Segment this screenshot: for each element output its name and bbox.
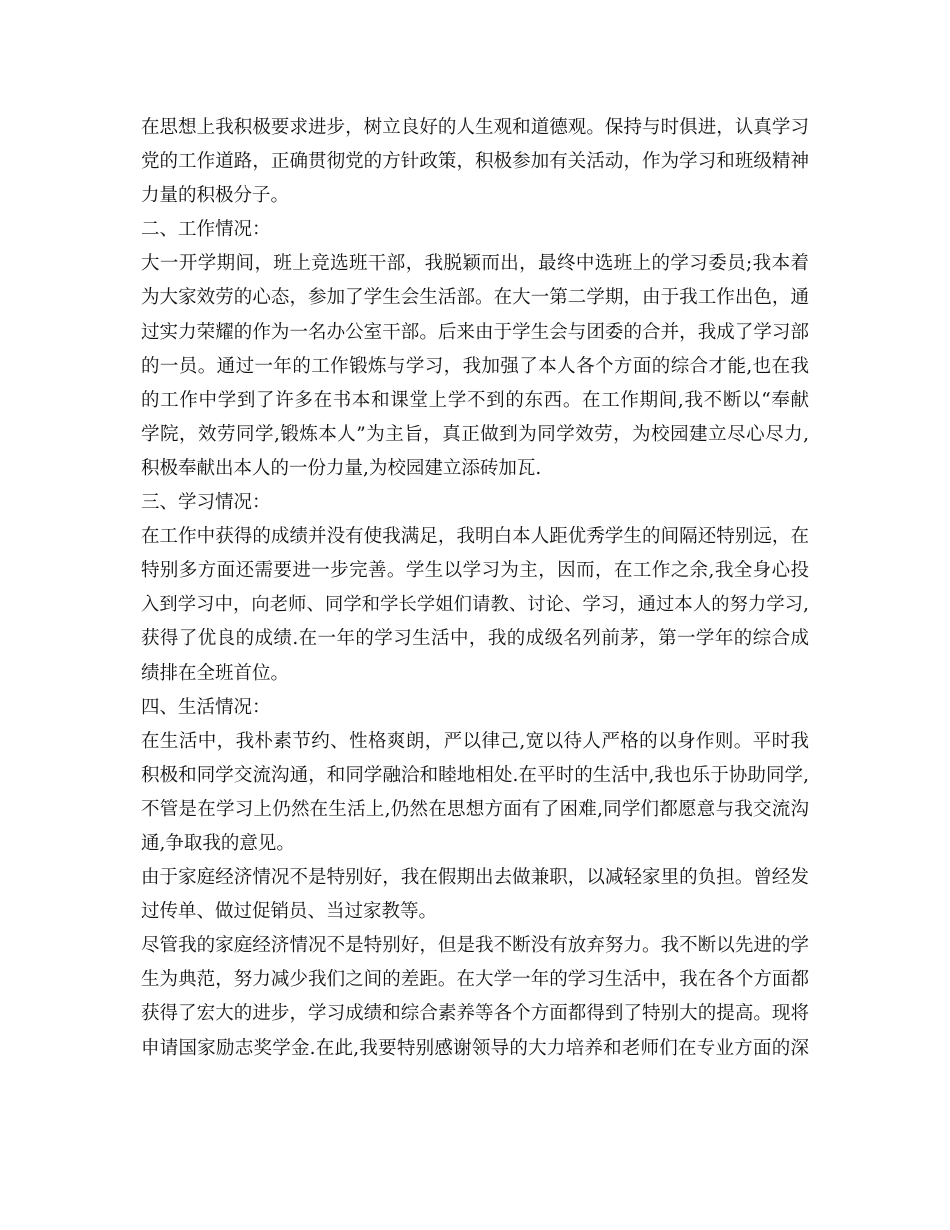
text-line: 过实力荣耀的作为一名办公室干部。后来由于学生会与团委的合并，我成了学习部 [141,321,809,343]
text-line: 在生活中，我朴素节约、性格爽朗，严以律己,宽以待人严格的以身作则。平时我 [141,730,809,752]
text-line: 获得了优良的成绩.在一年的学习生活中，我的成级名列前茅，第一学年的综合成 [141,628,809,650]
text-line: 二、工作情况： [141,219,271,241]
text-line: 力量的积极分子。 [141,185,290,207]
document-body [141,111,809,1066]
text-line: 尽管我的家庭经济情况不是特别好，但是我不断没有放弃努力。我不断以先进的学 [141,935,809,957]
text-line: 在工作中获得的成绩并没有使我满足，我明白本人距优秀学生的间隔还特别远，在 [141,526,809,548]
text-line: 党的工作道路，正确贯彻党的方针政策，积极参加有关活动，作为学习和班级精神 [141,151,809,173]
text-line: 四、生活情况： [141,696,271,718]
text-line: 申请国家励志奖学金.在此,我要特别感谢领导的大力培养和老师们在专业方面的深 [141,1037,809,1059]
text-line: 的一员。通过一年的工作锻炼与学习，我加强了本人各个方面的综合才能,也在我 [141,355,809,377]
text-line: 生为典范，努力减少我们之间的差距。在大学一年的学习生活中，我在各个方面都 [141,969,809,991]
text-line: 绩排在全班首位。 [141,662,290,684]
text-line: 特别多方面还需要进一步完善。学生以学习为主，因而，在工作之余,我全身心投 [141,560,809,582]
text-line: 过传单、做过促销员、当过家教等。 [141,901,438,923]
text-line: 由于家庭经济情况不是特别好，我在假期出去做兼职，以减轻家里的负担。曾经发 [141,867,809,889]
text-line: 大一开学期间，班上竞选班干部，我脱颖而出，最终中选班上的学习委员;我本着 [141,253,809,275]
text-line: 积极奉献出本人的一份力量,为校园建立添砖加瓦. [141,457,542,479]
text-line: 学院，效劳同学,锻炼本人”为主旨，真正做到为同学效劳，为校园建立尽心尽力, [141,423,809,445]
text-line: 在思想上我积极要求进步，树立良好的人生观和道德观。保持与时俱进，认真学习 [141,117,809,138]
text-line: 入到学习中，向老师、同学和学长学姐们请教、讨论、学习，通过本人的努力学习, [141,594,809,616]
text-line: 为大家效劳的心态，参加了学生会生活部。在大一第二学期，由于我工作出色，通 [141,287,809,309]
text-line: 的工作中学到了许多在书本和课堂上学不到的东西。在工作期间,我不断以“奉献 [141,389,809,411]
text-line: 三、学习情况： [141,492,271,514]
text-line: 获得了宏大的进步，学习成绩和综合素养等各个方面都得到了特别大的提高。现将 [141,1003,809,1025]
text-line: 通,争取我的意见。 [141,832,295,854]
text-line: 积极和同学交流沟通，和同学融洽和睦地相处.在平时的生活中,我也乐于协助同学, [141,764,809,786]
text-line: 不管是在学习上仍然在生活上,仍然在思想方面有了困难,同学们都愿意与我交流沟 [141,798,809,820]
